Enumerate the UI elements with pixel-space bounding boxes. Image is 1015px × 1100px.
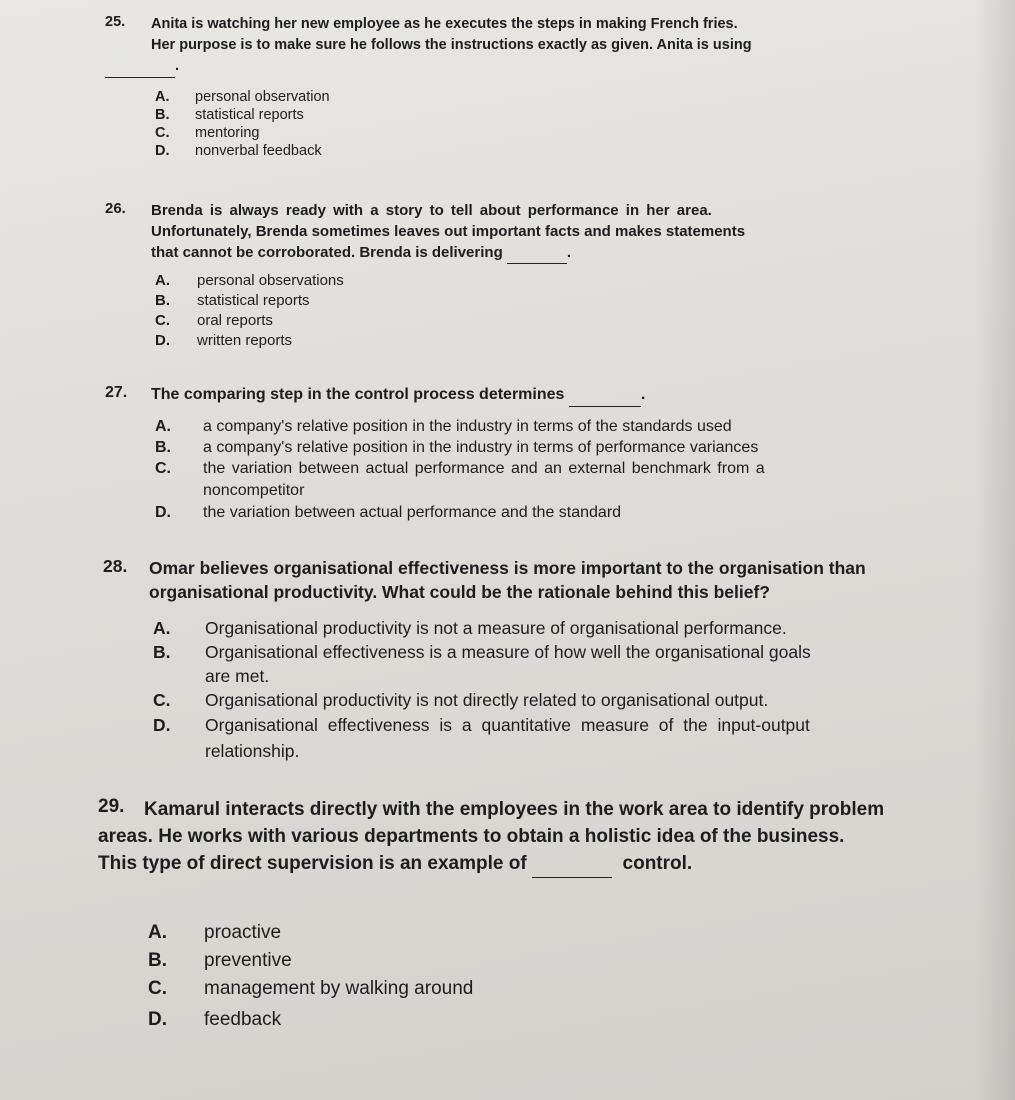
option-c — [155, 312, 273, 329]
option-letter: C. — [148, 978, 167, 999]
stem-line: Anita is watching her new employee as he executes the steps in making French fries. — [151, 16, 738, 32]
option-text: a company's relative position in the industry in terms of performance variances — [203, 439, 759, 456]
option-b — [155, 439, 758, 457]
option-letter: A. — [153, 618, 171, 638]
option-text: Organisational effectiveness is a quantitative measure of the input-output — [205, 715, 810, 735]
question-number: 25. — [105, 14, 126, 30]
option-text: written reports — [197, 332, 293, 349]
question-number: 29. — [98, 796, 125, 817]
option-c-continuation — [203, 482, 304, 500]
option-text: personal observations — [197, 272, 344, 289]
option-b — [155, 292, 310, 309]
stem-text: that cannot be corroborated. Brenda is delivering — [151, 244, 503, 261]
option-text: management by walking around — [204, 978, 474, 999]
option-a — [155, 89, 330, 105]
stem-text: The comparing step in the control process determines — [151, 386, 565, 403]
stem-line: organisational productivity. What could be the rationale behind this belief? — [149, 582, 770, 602]
option-letter: D. — [155, 143, 170, 159]
question-stem — [151, 14, 975, 78]
answer-blank — [507, 242, 567, 264]
page-shadow — [975, 0, 1015, 1100]
option-letter: A. — [155, 418, 171, 435]
option-d — [155, 143, 322, 159]
option-letter: B. — [155, 107, 170, 123]
option-c — [155, 460, 765, 478]
stem-line — [98, 850, 978, 878]
stem-line — [151, 242, 975, 264]
option-letter: D. — [155, 504, 171, 521]
option-letter: B. — [155, 292, 170, 309]
option-text: statistical reports — [195, 107, 304, 123]
stem-line: Brenda is always ready with a story to tell about performance in her area. — [151, 202, 712, 219]
option-letter: C. — [155, 312, 170, 329]
option-text: oral reports — [197, 312, 273, 329]
answer-blank — [532, 850, 612, 878]
option-letter: D. — [153, 715, 171, 735]
option-letter: C. — [153, 690, 171, 710]
option-letter: C. — [155, 460, 171, 477]
option-letter: B. — [155, 439, 171, 456]
stem-line: Omar believes organisational effectiveness is more important to the organisation than — [149, 558, 866, 578]
option-text: mentoring — [195, 125, 260, 141]
option-text: proactive — [204, 922, 282, 943]
option-c — [153, 690, 768, 711]
option-text: nonverbal feedback — [195, 143, 322, 159]
option-b — [153, 642, 811, 663]
option-letter: A. — [155, 272, 170, 289]
option-d-continuation — [205, 741, 299, 762]
option-letter: C. — [155, 125, 170, 141]
option-letter: D. — [148, 1009, 167, 1030]
option-text: Organisational productivity is not a measure of organisational performance. — [205, 618, 787, 638]
stem-line: Unfortunately, Brenda sometimes leaves out important facts and makes statements — [151, 223, 746, 240]
option-c — [148, 978, 473, 1000]
question-number: 28. — [103, 556, 128, 576]
option-text: Organisational productivity is not directly related to organisational output. — [205, 690, 769, 710]
stem-suffix: . — [566, 244, 572, 261]
option-text: feedback — [204, 1009, 282, 1030]
option-text: statistical reports — [197, 292, 310, 309]
option-letter: B. — [148, 950, 167, 971]
option-text: relationship. — [205, 741, 300, 761]
option-b — [155, 107, 304, 123]
option-a — [153, 618, 787, 639]
question-number: 26. — [105, 200, 126, 217]
option-b-continuation — [205, 666, 269, 687]
option-a — [148, 922, 281, 944]
option-text: personal observation — [195, 89, 330, 105]
stem-suffix: . — [175, 58, 180, 74]
question-stem — [149, 556, 973, 604]
option-text: preventive — [204, 950, 292, 971]
option-a — [155, 272, 344, 289]
option-letter: B. — [153, 642, 171, 662]
option-text: Organisational effectiveness is a measure of how well the organisational goals — [205, 642, 811, 662]
option-d — [148, 1009, 281, 1031]
question-number: 27. — [105, 384, 128, 401]
stem-line: areas. He works with various departments to obtain a holistic idea of the business. — [98, 826, 845, 847]
option-a — [155, 418, 732, 436]
option-text: a company's relative position in the industry in terms of the standards used — [203, 418, 732, 435]
stem-line: Kamarul interacts directly with the employees in the work area to identify problem — [144, 799, 885, 820]
option-text: the variation between actual performance and the standard — [203, 504, 622, 521]
question-stem — [151, 384, 975, 407]
stem-suffix: . — [640, 386, 646, 403]
question-stem — [151, 200, 975, 264]
option-d — [155, 504, 621, 522]
option-text: are met. — [205, 666, 270, 686]
stem-line — [105, 56, 975, 78]
option-letter: A. — [148, 922, 167, 943]
stem-suffix: control. — [622, 853, 693, 874]
option-c — [155, 125, 259, 141]
option-letter: D. — [155, 332, 170, 349]
stem-line: Her purpose is to make sure he follows the instructions exactly as given. Anita is using — [151, 37, 752, 53]
option-text: noncompetitor — [203, 482, 305, 499]
option-text: the variation between actual performance and an external benchmark from a — [203, 460, 765, 477]
stem-line — [151, 384, 975, 407]
stem-text: This type of direct supervision is an example of — [98, 853, 527, 874]
option-b — [148, 950, 292, 972]
answer-blank — [105, 56, 175, 78]
option-d — [153, 715, 810, 736]
option-letter: A. — [155, 89, 170, 105]
option-d — [155, 332, 292, 349]
answer-blank — [569, 384, 641, 407]
